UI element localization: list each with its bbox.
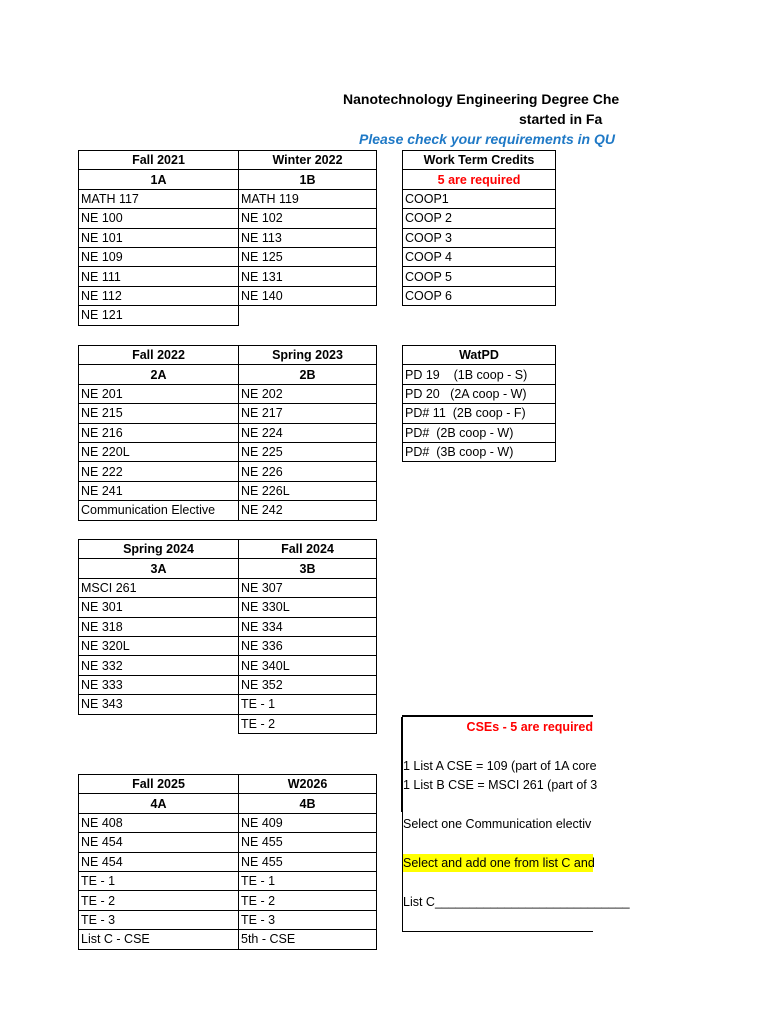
- term-header: Winter 2022: [239, 151, 377, 170]
- course-cell[interactable]: NE 226L: [239, 481, 377, 500]
- course-cell[interactable]: NE 224: [239, 423, 377, 442]
- course-cell[interactable]: NE 101: [79, 228, 239, 247]
- course-cell[interactable]: MATH 119: [239, 189, 377, 208]
- course-cell[interactable]: NE 409: [239, 813, 377, 832]
- term-header: Fall 2024: [239, 540, 377, 559]
- course-cell[interactable]: NE 334: [239, 617, 377, 636]
- cse-list-b: 1 List B CSE = MSCI 261 (part of 3: [403, 778, 598, 792]
- coop-cell[interactable]: COOP 6: [403, 286, 556, 305]
- course-cell[interactable]: Communication Elective: [79, 501, 239, 520]
- term-header: Fall 2025: [79, 775, 239, 794]
- coop-cell[interactable]: COOP 2: [403, 209, 556, 228]
- coop-cell[interactable]: COOP 4: [403, 247, 556, 266]
- course-cell[interactable]: NE 340L: [239, 656, 377, 675]
- course-cell[interactable]: NE 216: [79, 423, 239, 442]
- course-cell[interactable]: TE - 2: [239, 891, 377, 910]
- level-header: 1B: [239, 170, 377, 189]
- level-header: 4B: [239, 794, 377, 813]
- course-cell[interactable]: NE 343: [79, 695, 239, 714]
- page-title: Nanotechnology Engineering Degree Che: [343, 91, 620, 107]
- course-cell[interactable]: NE 301: [79, 598, 239, 617]
- level-header: 4A: [79, 794, 239, 813]
- course-cell[interactable]: NE 100: [79, 209, 239, 228]
- work-term-table: [402, 150, 556, 306]
- work-term-required: 5 are required: [403, 170, 556, 189]
- course-cell[interactable]: NE 333: [79, 675, 239, 694]
- term-header: Fall 2021: [79, 151, 239, 170]
- course-cell[interactable]: TE - 3: [79, 910, 239, 929]
- term-table-year-1: [78, 150, 377, 326]
- term-header: Spring 2023: [239, 346, 377, 365]
- term-table-year-2: [78, 345, 377, 521]
- term-header: Fall 2022: [79, 346, 239, 365]
- coop-cell[interactable]: COOP1: [403, 189, 556, 208]
- cse-list-a: 1 List A CSE = 109 (part of 1A core: [403, 759, 597, 773]
- course-cell[interactable]: TE - 1: [239, 871, 377, 890]
- work-term-header: Work Term Credits: [403, 151, 556, 170]
- course-cell[interactable]: NE 201: [79, 384, 239, 403]
- course-cell[interactable]: MATH 117: [79, 189, 239, 208]
- course-cell[interactable]: NE 102: [239, 209, 377, 228]
- course-cell[interactable]: NE 202: [239, 384, 377, 403]
- course-cell[interactable]: NE 408: [79, 813, 239, 832]
- coop-cell[interactable]: COOP 5: [403, 267, 556, 286]
- course-cell[interactable]: NE 217: [239, 404, 377, 423]
- course-cell[interactable]: NE 111: [79, 267, 239, 286]
- cse-select-list-c: Select and add one from list C and: [403, 856, 595, 870]
- watpd-table: [402, 345, 556, 462]
- course-cell[interactable]: List C - CSE: [79, 930, 239, 949]
- cse-title: CSEs - 5 are required: [466, 720, 593, 734]
- course-cell[interactable]: NE 109: [79, 247, 239, 266]
- course-cell[interactable]: NE 352: [239, 675, 377, 694]
- cse-list-c-blank[interactable]: List C____________________________: [403, 895, 630, 909]
- course-cell[interactable]: NE 318: [79, 617, 239, 636]
- course-cell[interactable]: NE 454: [79, 852, 239, 871]
- empty-cell: [79, 714, 239, 733]
- term-header: W2026: [239, 775, 377, 794]
- level-header: 1A: [79, 170, 239, 189]
- course-cell[interactable]: NE 332: [79, 656, 239, 675]
- course-cell[interactable]: NE 226: [239, 462, 377, 481]
- course-cell[interactable]: NE 330L: [239, 598, 377, 617]
- course-cell[interactable]: NE 455: [239, 833, 377, 852]
- course-cell[interactable]: NE 455: [239, 852, 377, 871]
- pd-cell[interactable]: PD# 11 (2B coop - F): [403, 404, 556, 423]
- term-header: Spring 2024: [79, 540, 239, 559]
- course-cell[interactable]: NE 307: [239, 578, 377, 597]
- course-cell[interactable]: TE - 2: [239, 714, 377, 733]
- cse-communication: Select one Communication electiv: [403, 817, 592, 831]
- course-cell[interactable]: TE - 1: [79, 871, 239, 890]
- coop-cell[interactable]: COOP 3: [403, 228, 556, 247]
- term-table-year-4: [78, 774, 377, 950]
- course-cell[interactable]: NE 140: [239, 286, 377, 305]
- term-table-year-3: [78, 539, 377, 734]
- level-header: 3B: [239, 559, 377, 578]
- course-cell[interactable]: NE 241: [79, 481, 239, 500]
- course-cell[interactable]: NE 336: [239, 636, 377, 655]
- pd-cell[interactable]: PD 20 (2A coop - W): [403, 384, 556, 403]
- course-cell[interactable]: NE 222: [79, 462, 239, 481]
- cse-requirements-box: [402, 715, 630, 932]
- course-cell[interactable]: MSCI 261: [79, 578, 239, 597]
- course-cell[interactable]: NE 121: [79, 306, 239, 325]
- pd-cell[interactable]: PD# (3B coop - W): [403, 442, 556, 461]
- course-cell[interactable]: TE - 2: [79, 891, 239, 910]
- course-cell[interactable]: NE 242: [239, 501, 377, 520]
- level-header: 3A: [79, 559, 239, 578]
- requirements-note: Please check your requirements in QU: [359, 131, 615, 147]
- course-cell[interactable]: NE 131: [239, 267, 377, 286]
- course-cell[interactable]: NE 112: [79, 286, 239, 305]
- watpd-header: WatPD: [403, 346, 556, 365]
- pd-cell[interactable]: PD 19 (1B coop - S): [403, 365, 556, 384]
- course-cell[interactable]: NE 113: [239, 228, 377, 247]
- course-cell[interactable]: NE 454: [79, 833, 239, 852]
- course-cell[interactable]: TE - 3: [239, 910, 377, 929]
- level-header: 2A: [79, 365, 239, 384]
- course-cell[interactable]: NE 225: [239, 442, 377, 461]
- course-cell[interactable]: NE 125: [239, 247, 377, 266]
- course-cell[interactable]: NE 320L: [79, 636, 239, 655]
- page-subtitle: started in Fa: [519, 111, 603, 127]
- empty-cell: [239, 306, 377, 325]
- course-cell[interactable]: NE 220L: [79, 442, 239, 461]
- course-cell[interactable]: 5th - CSE: [239, 930, 377, 949]
- course-cell[interactable]: TE - 1: [239, 695, 377, 714]
- pd-cell[interactable]: PD# (2B coop - W): [403, 423, 556, 442]
- course-cell[interactable]: NE 215: [79, 404, 239, 423]
- level-header: 2B: [239, 365, 377, 384]
